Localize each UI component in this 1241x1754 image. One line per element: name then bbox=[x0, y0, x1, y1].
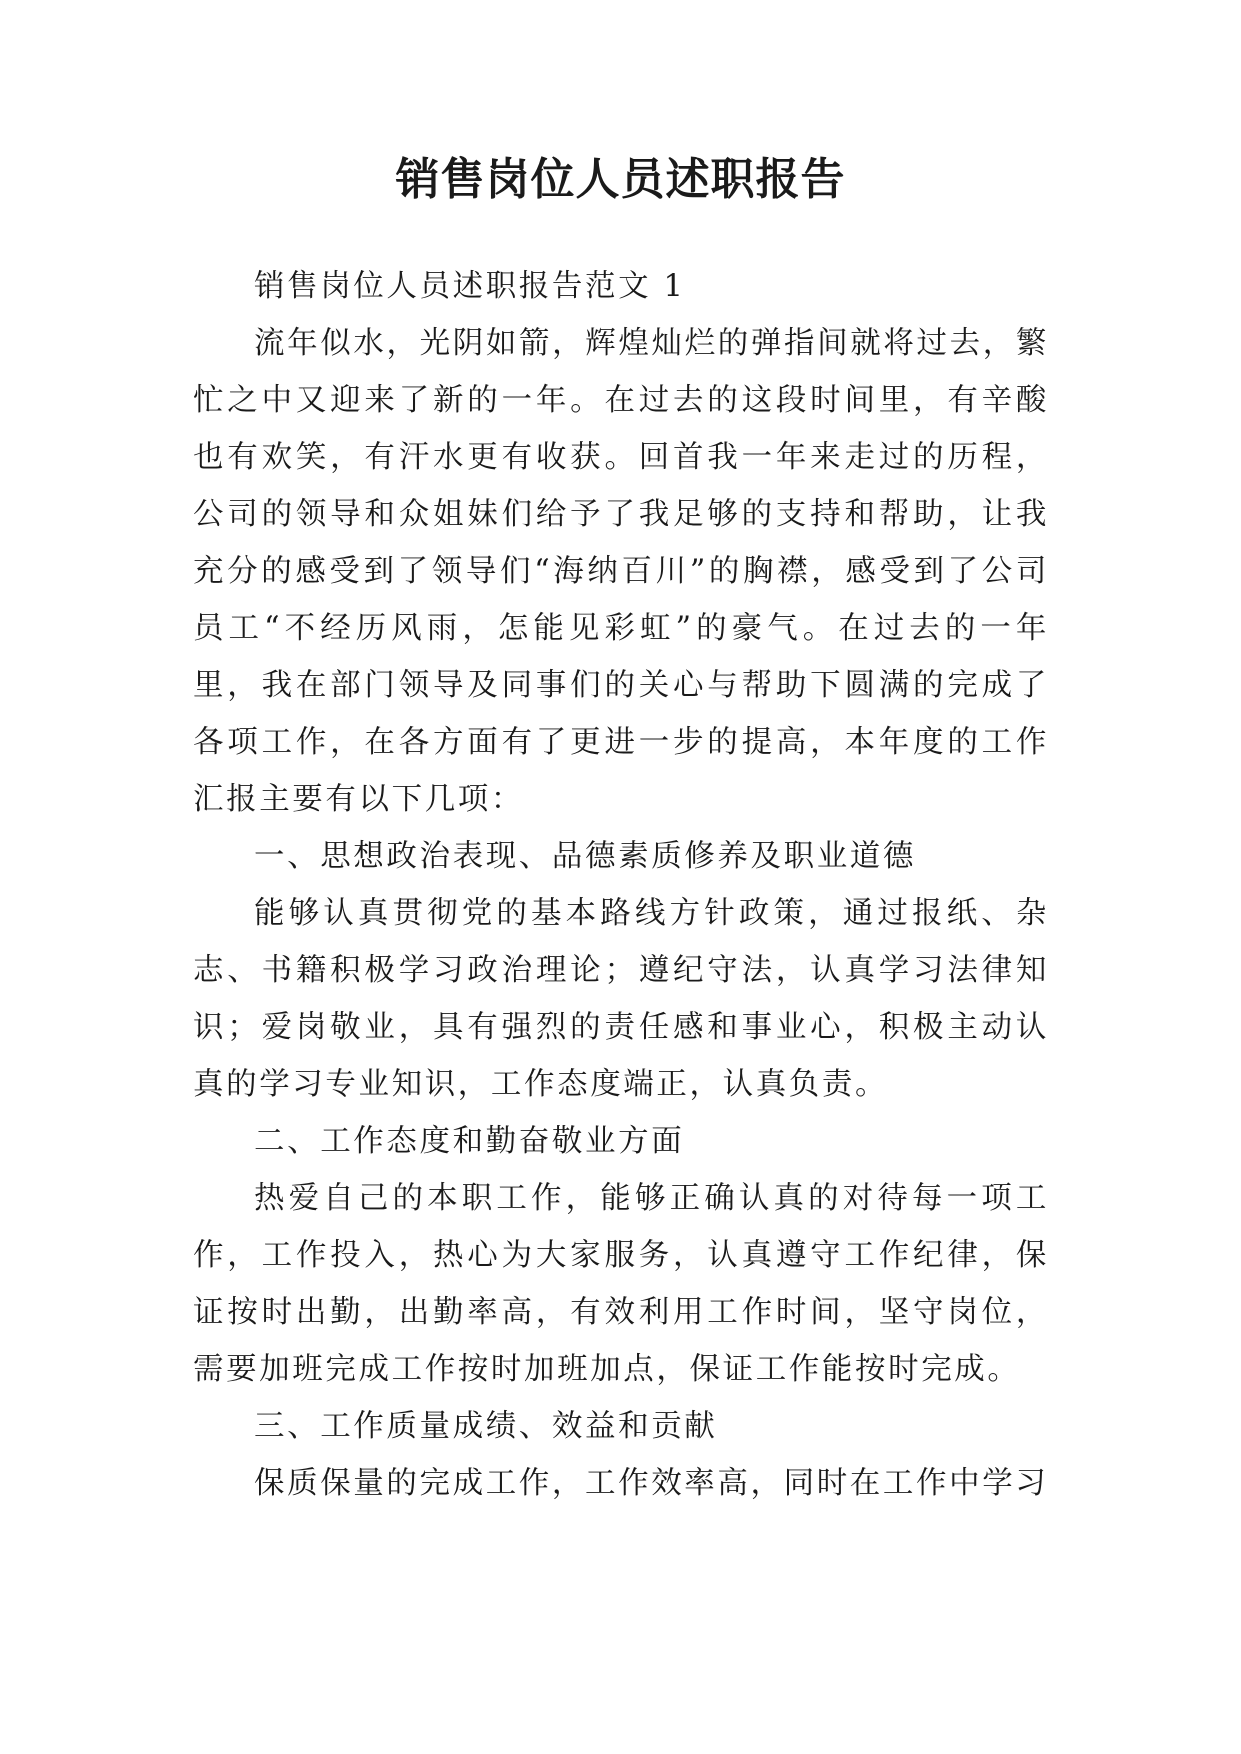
document-title: 销售岗位人员述职报告 bbox=[395, 154, 846, 205]
paragraph-intro: 流年似水，光阴如箭，辉煌灿烂的弹指间就将过去，繁忙之中又迎来了新的一年。在过去的这段时间里，有辛酸也有欢笑，有汗水更有收获。回首我一年来走过的历程，公司的领导和众姐妹们给予了我足够的支持和帮助，让我充分的感受到了领导们“海纳百川”的胸襟，感受到了公司员工“不经历风雨，怎能见彩虹”的豪气。在过去的一年里，我在部门领导及同事们的关心与帮助下圆满的完成了各项工作，在各方面有了更进一步的提高，本年度的工作汇报主要有以下几项： bbox=[193, 326, 1049, 817]
section-heading-3: 三、工作质量成绩、效益和贡献 bbox=[254, 1409, 718, 1444]
document-body bbox=[193, 258, 1049, 1512]
paragraph-subtitle: 销售岗位人员述职报告范文 1 bbox=[254, 269, 686, 304]
section-heading-1: 一、思想政治表现、品德素质修养及职业道德 bbox=[254, 839, 916, 874]
section-heading-2: 二、工作态度和勤奋敬业方面 bbox=[254, 1124, 685, 1159]
paragraph-section-2: 热爱自己的本职工作，能够正确认真的对待每一项工作，工作投入，热心为大家服务，认真遵守工作纪律，保证按时出勤，出勤率高，有效利用工作时间，坚守岗位，需要加班完成工作按时加班加点，保证工作能按时完成。 bbox=[193, 1181, 1049, 1387]
paragraph-section-1: 能够认真贯彻党的基本路线方针政策，通过报纸、杂志、书籍积极学习政治理论；遵纪守法，认真学习法律知识；爱岗敬业，具有强烈的责任感和事业心，积极主动认真的学习专业知识，工作态度端正，认真负责。 bbox=[193, 896, 1049, 1102]
paragraph-section-3: 保质保量的完成工作，工作效率高，同时在工作中学习 bbox=[254, 1466, 1049, 1501]
